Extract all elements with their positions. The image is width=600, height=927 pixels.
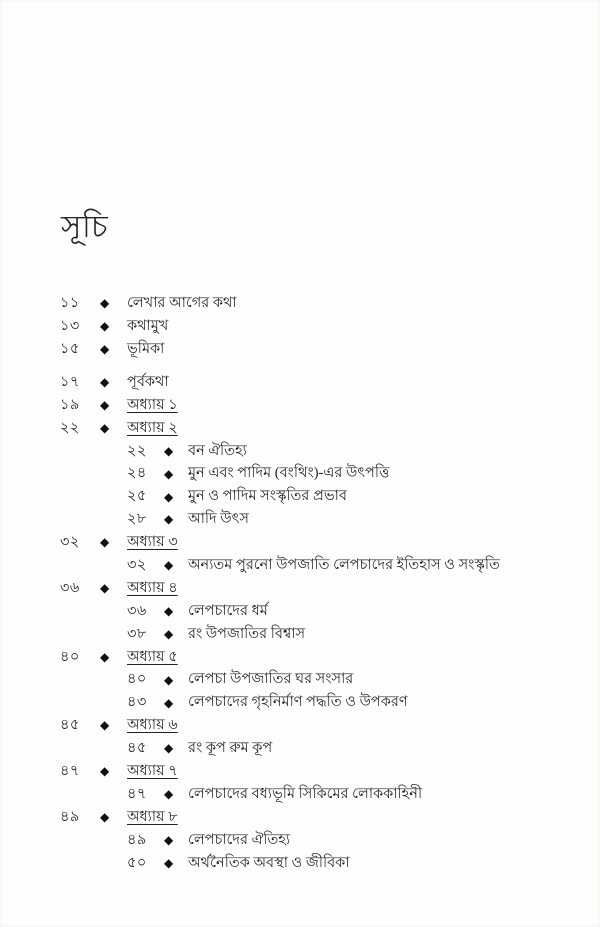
toc-entry bbox=[0, 485, 600, 508]
diamond-bullet-icon: ◆ bbox=[164, 741, 174, 756]
toc-page-number: ২২ bbox=[127, 442, 147, 459]
toc-entry-label: লেপচা উপজাতির ঘর সংসার bbox=[188, 671, 354, 688]
toc-entry bbox=[0, 622, 600, 645]
toc-entry-label: অন্যতম পুরনো উপজাতি লেপচাদের ইতিহাস ও সংস্কৃতি bbox=[188, 556, 500, 573]
diamond-bullet-icon: ◆ bbox=[100, 319, 110, 334]
toc-entry-label: অর্থনৈতিক অবস্থা ও জীবিকা bbox=[188, 854, 350, 871]
diamond-bullet-icon: ◆ bbox=[100, 581, 110, 596]
toc-page-number: ২২ bbox=[60, 419, 80, 436]
toc-page-number: ৩৬ bbox=[127, 602, 147, 619]
toc-entry bbox=[0, 714, 600, 737]
diamond-bullet-icon: ◆ bbox=[100, 375, 110, 390]
toc-entry-label: অধ্যায় ৩ bbox=[127, 534, 178, 551]
diamond-bullet-icon: ◆ bbox=[100, 810, 110, 825]
toc-entry bbox=[0, 531, 600, 554]
diamond-bullet-icon: ◆ bbox=[164, 832, 174, 847]
toc-page-number: ১৯ bbox=[60, 396, 80, 413]
toc-page-number: ৩৮ bbox=[127, 625, 147, 642]
diamond-bullet-icon: ◆ bbox=[164, 604, 174, 619]
toc-page-number: ৪০ bbox=[60, 648, 80, 665]
toc-entry-label: অধ্যায় ১ bbox=[127, 396, 178, 413]
toc-entry bbox=[0, 783, 600, 806]
diamond-bullet-icon: ◆ bbox=[100, 398, 110, 412]
toc-entry-label: অধ্যায় ২ bbox=[127, 419, 178, 436]
toc-entry bbox=[0, 554, 600, 577]
toc-entry-label: অধ্যায় ৪ bbox=[127, 579, 178, 596]
toc-page-number: ৪৩ bbox=[127, 694, 147, 711]
page-title: সূচি bbox=[61, 209, 109, 244]
diamond-bullet-icon: ◆ bbox=[164, 855, 174, 870]
diamond-bullet-icon: ◆ bbox=[164, 466, 174, 481]
diamond-bullet-icon: ◆ bbox=[164, 489, 174, 504]
toc-entry-label: লেখার আগের কথা bbox=[127, 295, 237, 312]
toc-entry-label: লেপচাদের বধ্যভূমি সিকিমের লোককাহিনী bbox=[188, 785, 423, 802]
toc-entry-label: অধ্যায় ৭ bbox=[127, 763, 178, 779]
toc-entry bbox=[0, 645, 600, 668]
diamond-bullet-icon: ◆ bbox=[164, 558, 174, 573]
toc-page-number: ৩৬ bbox=[60, 579, 80, 596]
toc-page-number: ৪৯ bbox=[60, 808, 80, 825]
toc-entry bbox=[0, 577, 600, 600]
toc-page-number: ৩২ bbox=[60, 534, 80, 551]
toc-entry bbox=[0, 851, 600, 874]
toc-entry bbox=[0, 462, 600, 485]
toc-entry-label: রং উপজাতির বিশ্বাস bbox=[188, 625, 306, 642]
toc-entry bbox=[0, 760, 600, 783]
toc-page-number: ৪৭ bbox=[127, 785, 147, 802]
toc-entry bbox=[0, 508, 600, 531]
diamond-bullet-icon: ◆ bbox=[164, 626, 174, 641]
toc-page-number: ২৪ bbox=[127, 465, 147, 482]
toc-entry-label: লেপচাদের ধর্ম bbox=[188, 602, 268, 619]
diamond-bullet-icon: ◆ bbox=[164, 512, 174, 527]
toc-entry-label: অধ্যায় ৫ bbox=[127, 648, 178, 665]
toc-entry bbox=[0, 806, 600, 829]
toc-page-number: ২৫ bbox=[127, 488, 147, 505]
toc-list bbox=[0, 292, 600, 874]
diamond-bullet-icon: ◆ bbox=[100, 718, 110, 733]
diamond-bullet-icon: ◆ bbox=[100, 420, 110, 435]
toc-entry-label: লেপচাদের গৃহনির্মাণ পদ্ধতি ও উপকরণ bbox=[188, 694, 408, 711]
toc-page-number: ১১ bbox=[60, 295, 80, 312]
diamond-bullet-icon: ◆ bbox=[164, 695, 174, 710]
toc-page-number: ৪৫ bbox=[60, 717, 80, 734]
diamond-bullet-icon: ◆ bbox=[164, 672, 174, 687]
toc-entry-label: আদি উৎস bbox=[188, 511, 249, 528]
toc-entry-label: মুন এবং পাদিম (বংথিং)-এর উৎপত্তি bbox=[188, 465, 390, 482]
toc-entry-label: মুন ও পাদিম সংস্কৃতির প্রভাব bbox=[188, 488, 347, 505]
toc-entry bbox=[0, 315, 600, 338]
diamond-bullet-icon: ◆ bbox=[100, 535, 110, 550]
toc-page-number: ৪৭ bbox=[60, 763, 80, 779]
toc-page-number: ৩২ bbox=[127, 556, 147, 573]
diamond-bullet-icon: ◆ bbox=[100, 342, 110, 357]
toc-entry bbox=[0, 338, 600, 361]
toc-entry bbox=[0, 292, 600, 315]
toc-page-number: ৫০ bbox=[127, 854, 147, 871]
diamond-bullet-icon: ◆ bbox=[164, 787, 174, 802]
toc-entry-label: অধ্যায় ৬ bbox=[127, 717, 178, 734]
toc-entry-label: পূর্বকথা bbox=[127, 373, 169, 390]
toc-entry bbox=[0, 828, 600, 851]
toc-page-number: ১৩ bbox=[60, 318, 80, 335]
diamond-bullet-icon: ◆ bbox=[100, 764, 110, 779]
diamond-bullet-icon: ◆ bbox=[100, 649, 110, 664]
toc-page-number: ৪০ bbox=[127, 671, 147, 688]
toc-page-number: ৪৫ bbox=[127, 740, 147, 757]
toc-entry bbox=[0, 416, 600, 439]
diamond-bullet-icon: ◆ bbox=[100, 296, 110, 311]
toc-page-number: ১৭ bbox=[60, 373, 80, 390]
toc-entry-label: রং কূপ রুম কূপ bbox=[188, 740, 273, 757]
toc-entry bbox=[0, 691, 600, 714]
toc-entry bbox=[0, 668, 600, 691]
toc-entry-label: লেপচাদের ঐতিহ্য bbox=[188, 831, 291, 848]
toc-entry bbox=[0, 371, 600, 394]
toc-entry-label: ভূমিকা bbox=[127, 340, 165, 357]
toc-page-number: ৪৯ bbox=[127, 831, 147, 848]
toc-entry-label: কথামুখ bbox=[127, 318, 169, 335]
toc-entry-label: অধ্যায় ৮ bbox=[127, 808, 178, 825]
toc-page-number: ২৮ bbox=[127, 511, 147, 528]
toc-entry bbox=[0, 439, 600, 462]
toc-entry bbox=[0, 737, 600, 760]
toc-entry-label: বন ঐতিহ্য bbox=[188, 442, 247, 459]
toc-page-number: ১৫ bbox=[60, 340, 80, 357]
toc-entry bbox=[0, 394, 600, 417]
diamond-bullet-icon: ◆ bbox=[164, 443, 174, 458]
toc-entry bbox=[0, 600, 600, 623]
